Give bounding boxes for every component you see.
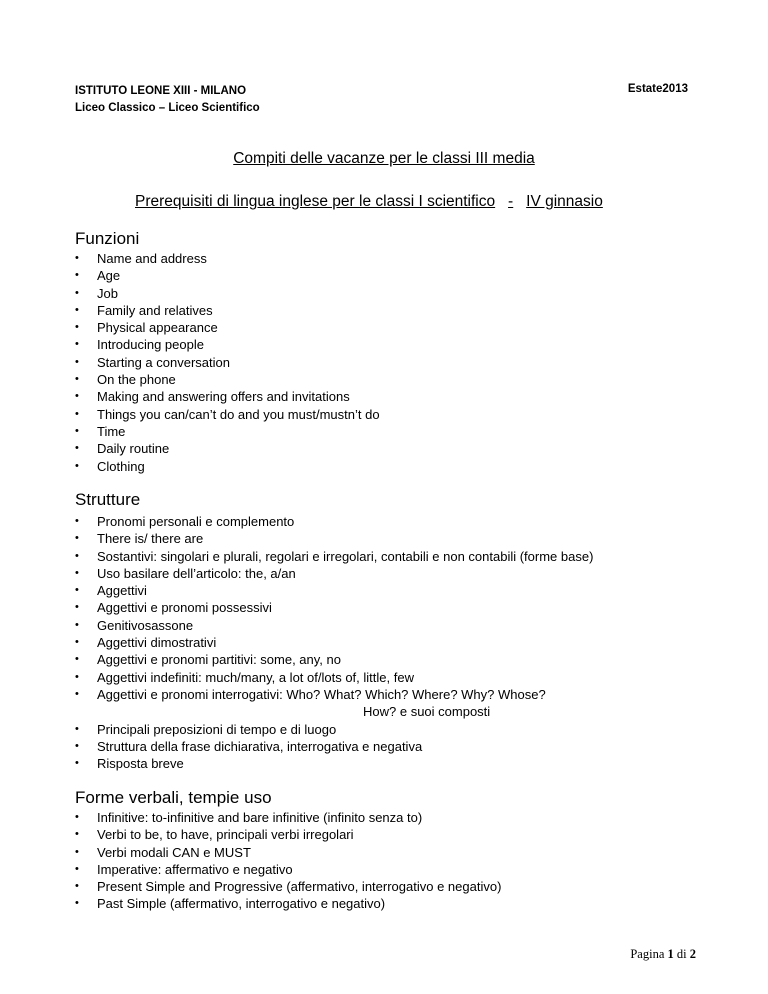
school-subtitle: Liceo Classico – Liceo Scientifico [75,102,260,114]
list-item: • Job [75,285,380,302]
list-item: • Things you can/can’t do and you must/mustn’t do [75,406,380,423]
footer-middle: di [676,947,687,961]
list-item: • There is/ there are [75,530,593,547]
list-item: • Verbi to be, to have, principali verbi irregolari [75,826,501,843]
list-item-continuation [75,703,593,720]
page-footer [630,947,696,962]
list-item: • Sostantivi: singolari e plurali, regolari e irregolari, contabili e non contabili (forme base) [75,548,593,565]
footer-page-number: 1 [667,947,674,961]
list-item: • Principali preposizioni di tempo e di luogo [75,721,593,738]
list-item: • Risposta breve [75,755,593,772]
list-item: • Physical appearance [75,319,380,336]
subtitle-right: IV ginnasio [526,193,603,210]
list-item: • Struttura della frase dichiarativa, interrogativa e negativa [75,738,593,755]
footer-page-total: 2 [689,947,696,961]
list-funzioni [75,250,380,475]
list-item: • Infinitive: to-infinitive and bare infinitive (infinito senza to) [75,809,501,826]
list-item: • Making and answering offers and invitations [75,388,380,405]
continuation-text: How? e suoi composti [363,704,491,720]
list-item: • Present Simple and Progressive (affermativo, interrogativo e negativo) [75,878,501,895]
document-subtitle [135,193,603,211]
list-item: • Daily routine [75,440,380,457]
list-item: • Time [75,423,380,440]
list-item: • Uso basilare dell’articolo: the, a/an [75,565,593,582]
list-forme-verbali [75,809,501,913]
list-item: • Starting a conversation [75,354,380,371]
list-item: • Aggettivi [75,582,593,599]
document-title: Compiti delle vacanze per le classi III media [233,150,535,167]
list-item: • On the phone [75,371,380,388]
subtitle-separator: - [508,193,514,210]
section-title-strutture: Strutture [75,490,141,509]
list-item: • Introducing people [75,336,380,353]
list-item: • Clothing [75,458,380,475]
list-item: • Aggettivi e pronomi possessivi [75,599,593,616]
list-item: • Pronomi personali e complemento [75,513,593,530]
list-item: • Aggettivi dimostrativi [75,634,593,651]
list-item: • Name and address [75,250,380,267]
year-label: Estate2013 [627,83,688,95]
list-item: • Age [75,267,380,284]
list-item: • Family and relatives [75,302,380,319]
list-item: • Aggettivi indefiniti: much/many, a lot of/lots of, little, few [75,669,593,686]
list-item: • Aggettivi e pronomi interrogativi: Who? What? Which? Where? Why? Whose? [75,686,593,703]
subtitle-left: Prerequisiti di lingua inglese per le classi I scientifico [135,193,496,210]
list-item: • Aggettivi e pronomi partitivi: some, any, no [75,651,593,668]
list-item: • Genitivosassone [75,617,593,634]
footer-prefix: Pagina [630,947,665,961]
school-name: ISTITUTO LEONE XIII - MILANO [75,85,247,97]
list-strutture [75,513,593,772]
section-title-forme-verbali: Forme verbali, tempie uso [75,788,272,807]
list-item: • Past Simple (affermativo, interrogativo e negativo) [75,895,501,912]
list-item: • Imperative: affermativo e negativo [75,861,501,878]
school-header [75,83,260,117]
section-title-funzioni: Funzioni [75,229,140,248]
list-item: • Verbi modali CAN e MUST [75,844,501,861]
